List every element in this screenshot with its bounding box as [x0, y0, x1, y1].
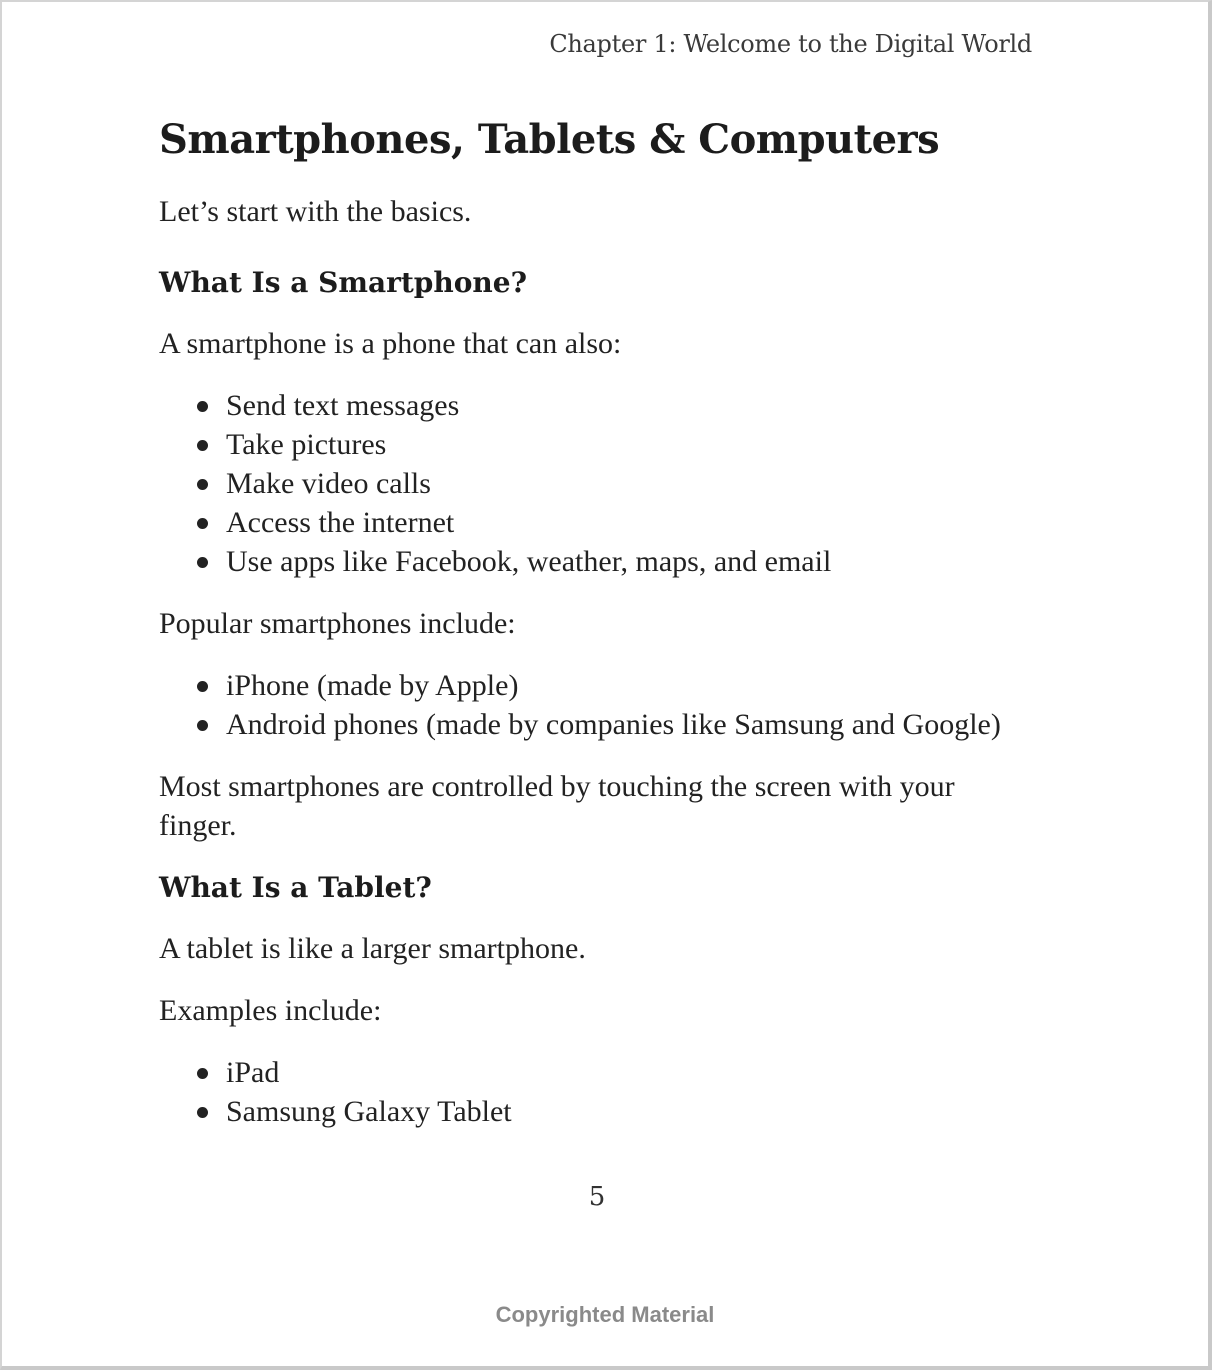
running-head: Chapter 1: Welcome to the Digital World: [549, 30, 1032, 58]
smartphone-closing-paragraph: Most smartphones are controlled by touching the screen with your finger.: [159, 770, 955, 842]
popular-smartphones-list: [159, 666, 1019, 744]
bullet-icon: [197, 1068, 208, 1079]
list-item-text: Samsung Galaxy Tablet: [226, 1095, 512, 1128]
list-item-text: Use apps like Facebook, weather, maps, and email: [226, 545, 832, 578]
list-item-text: Access the internet: [226, 506, 455, 539]
list-item-text: Take pictures: [226, 428, 387, 461]
bullet-icon: [197, 720, 208, 731]
copyright-watermark: Copyrighted Material: [495, 1302, 715, 1327]
page-content: [159, 110, 1019, 1131]
bullet-icon: [197, 1107, 208, 1118]
list-item: [195, 1053, 1019, 1092]
bullet-icon: [197, 681, 208, 692]
list-item-text: Make video calls: [226, 467, 431, 500]
bullet-icon: [197, 479, 208, 490]
list-item: [195, 503, 1019, 542]
list-item: [195, 464, 1019, 503]
bullet-icon: [197, 440, 208, 451]
list-item: [195, 425, 1019, 464]
smartphone-capabilities-list: [159, 386, 1019, 581]
list-item: [195, 1092, 1019, 1131]
list-item-text: iPhone (made by Apple): [226, 669, 519, 702]
tablet-examples-lead: Examples include:: [159, 994, 382, 1027]
bullet-icon: [197, 557, 208, 568]
intro-paragraph: Let’s start with the basics.: [159, 195, 472, 228]
list-item-text: Send text messages: [226, 389, 460, 422]
list-item-text: Android phones (made by companies like Samsung and Google): [226, 708, 1001, 741]
popular-smartphones-lead: Popular smartphones include:: [159, 607, 516, 640]
list-item: [195, 542, 1019, 581]
smartphone-lead: A smartphone is a phone that can also:: [159, 327, 622, 360]
list-item: [195, 386, 1019, 425]
smartphone-heading: What Is a Smartphone?: [159, 266, 527, 299]
list-item-text: iPad: [226, 1056, 280, 1089]
tablet-lead: A tablet is like a larger smartphone.: [159, 932, 586, 965]
list-item: [195, 666, 1019, 705]
tablet-heading: What Is a Tablet?: [159, 871, 432, 904]
bullet-icon: [197, 518, 208, 529]
list-item: [195, 705, 1019, 744]
page-title: Smartphones, Tablets & Computers: [159, 116, 940, 163]
tablet-examples-list: [159, 1053, 1019, 1131]
page-number: 5: [588, 1182, 606, 1212]
bullet-icon: [197, 401, 208, 412]
